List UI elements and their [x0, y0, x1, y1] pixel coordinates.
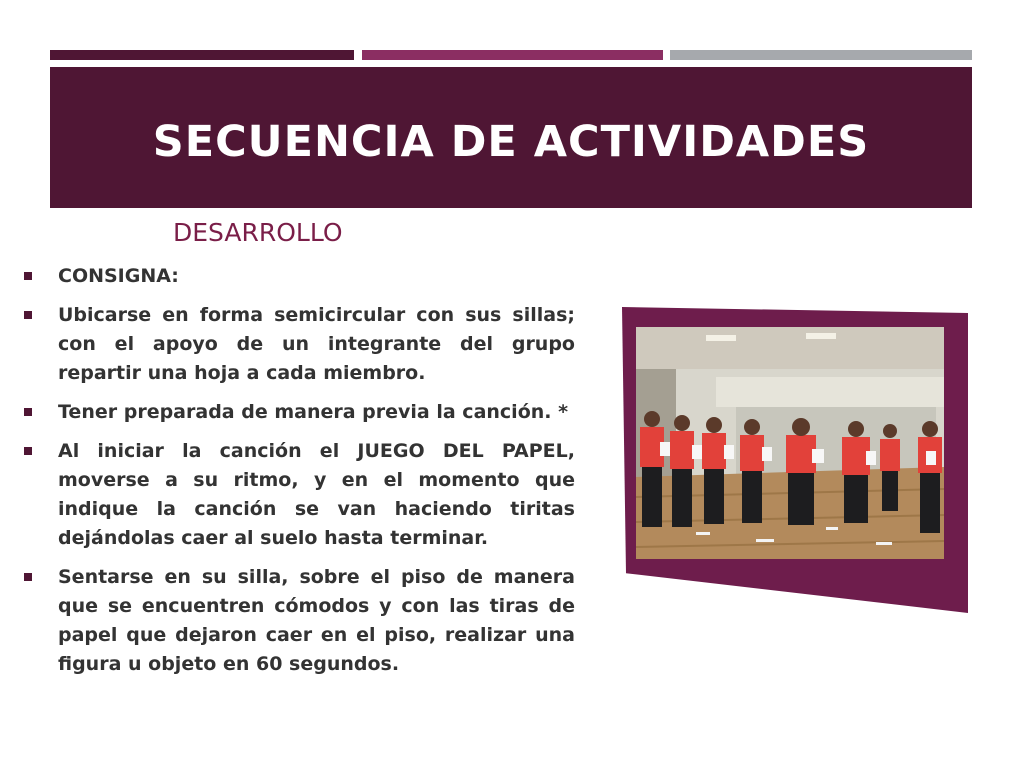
section-subtitle: DESARROLLO: [173, 218, 343, 247]
bullet-text-post: , moverse a su ritmo, y en el momento que indique la canción se van haciendo tiritas dejándolas caer al suelo hasta terminar.: [58, 440, 575, 549]
bullet-text-pre: Al iniciar la canción el: [58, 440, 358, 462]
accent-bar-maroon: [50, 50, 354, 60]
bullet-text: Ubicarse en forma semicircular con sus sillas; con el apoyo de un integrante del grupo repartir una hoja a cada miembro.: [58, 304, 575, 384]
bullet-square-icon: [24, 311, 32, 319]
bullet-text: CONSIGNA:: [58, 265, 179, 287]
bullet-sentarse: [22, 563, 575, 679]
accent-bar-magenta: [362, 50, 663, 60]
bullet-text: Sentarse en su silla, sobre el piso de manera que se encuentren cómodos y con las tiras de papel que dejaron caer en el piso, realizar una figura u objeto en 60 segundos.: [58, 566, 575, 675]
bullet-square-icon: [24, 447, 32, 455]
bullet-juego: [22, 437, 575, 553]
bullet-square-icon: [24, 573, 32, 581]
bullet-square-icon: [24, 408, 32, 416]
group-photo-icon: [636, 327, 944, 559]
bullet-cancion: [22, 398, 575, 427]
bullet-text-highlight: JUEGO DEL PAPEL: [357, 440, 568, 462]
bullet-text: Tener preparada de manera previa la canción. *: [58, 401, 569, 423]
page-title: SECUENCIA DE ACTIVIDADES: [152, 116, 870, 167]
bullet-square-icon: [24, 272, 32, 280]
title-band: [50, 67, 972, 208]
bullet-list: [22, 262, 575, 689]
accent-bar-gray: [670, 50, 972, 60]
photo-frame: [622, 307, 968, 613]
bullet-consigna: [22, 262, 575, 291]
bullet-ubicarse: [22, 301, 575, 388]
